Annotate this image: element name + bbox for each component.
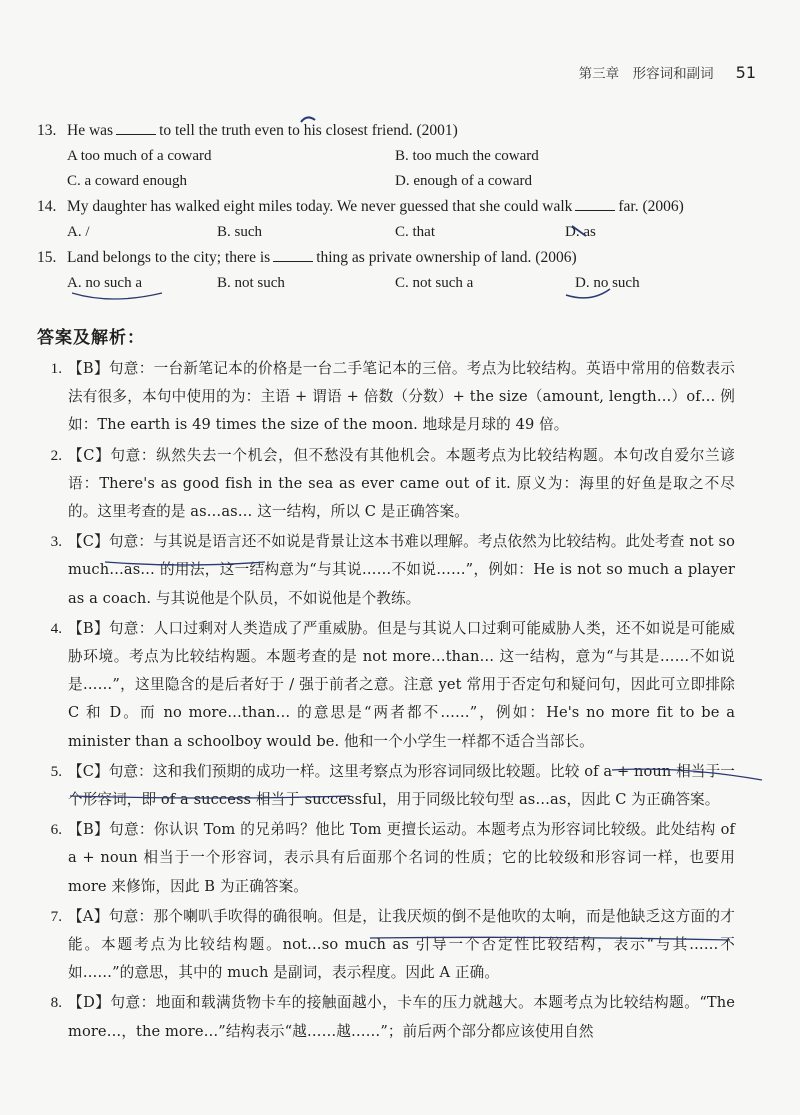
answer-blank [575,194,615,211]
answers-heading: 答案及解析： [37,328,145,348]
answer-item [35,615,735,756]
stem-before: My daughter has walked eight miles today. We never guessed that she could walk [67,198,573,215]
answer-item [35,989,735,1045]
answer-number: 3. [50,533,62,551]
question-stem [37,245,757,271]
chapter-title: 第三章 形容词和副词 [578,66,714,82]
question-15 [37,245,757,296]
options-row [37,169,757,194]
stem-before: He was [67,122,114,139]
answer-text: 【B】句意：人口过剩对人类造成了严重威胁。但是与其说人口过剩可能威胁人类，还不如说是可能威胁环境。考点为比较结构题。本题考查的是 not more…than… 这一结构，意为“与其是……不如说是……”，这里隐含的是后者好于 / 强于前者之意。注意 yet 常用于否定句和疑问句，因此可立即排除 C 和 D。而 no more…than… 的意思是“两者都不……”，例如：He's no more fit to be a minister than a schoolboy would be. 他和一个小学生一样都不适合当部长。 [68,619,735,750]
question-number: 13. [37,122,57,139]
answer-text: 【C】句意：与其说是语言还不如说是背景让这本书难以理解。考点依然为比较结构。此处考查 not so much…as… 的用法，这一结构意为“与其说……不如说……”，例如：He is not so much a player as a coach. 与其说他是个队员，不如说他是个教练。 [68,533,735,607]
page-header [579,62,756,82]
option-b: B. such [217,224,262,240]
answer-item [35,758,735,814]
options-row [37,144,757,169]
stem-after: thing as private ownership of land. (2006) [316,249,577,266]
option-b: B. too much the coward [395,148,539,164]
answer-number: 5. [50,762,62,780]
question-number: 14. [37,198,57,215]
answer-text: 【A】句意：那个喇叭手吹得的确很响。但是，让我厌烦的倒不是他吹的太响，而是他缺乏这方面的才能。本题考点为比较结构题。not…so much as 引导一个否定性比较结构，表示“与其……不如……”的意思，其中的 much 是副词，表示程度。因此 A 正确。 [68,907,735,982]
answer-number: 7. [50,907,62,925]
answer-number: 8. [50,994,62,1012]
answer-list [35,355,735,1048]
answer-blank [116,118,156,135]
question-list [37,118,757,296]
answer-item [35,903,735,988]
option-c: C. a coward enough [67,173,187,189]
stem-before: Land belongs to the city; there is [67,249,271,266]
answer-number: 2. [50,446,62,464]
answer-number: 1. [50,360,62,377]
option-a: A. no such a [67,275,142,291]
answer-item [35,355,735,440]
option-c: C. not such a [395,275,474,291]
answer-number: 4. [50,619,62,637]
question-number: 15. [37,249,57,266]
option-d: D. enough of a coward [395,173,533,189]
answer-item [35,816,735,901]
options-row [37,271,757,296]
question-stem [37,118,757,144]
page-number: 51 [735,63,756,82]
question-13 [37,118,757,194]
answer-text: 【C】句意：这和我们预期的成功一样。这里考察点为形容词同级比较题。比较 of a + noun 相当于一个形容词，即 of a success 相当于 successful，用于同级比较句型 as…as，因此 C 为正确答案。 [68,762,735,809]
stem-text [67,118,458,144]
answer-number: 6. [50,821,62,839]
option-a: A. / [67,224,90,240]
question-14 [37,194,757,245]
answer-text: 【C】句意：纵然失去一个机会，但不愁没有其他机会。本题考点为比较结构题。本句改自爱尔兰谚语：There's as good fish in the sea as ever came out of it. 原义为：海里的好鱼是取之不尽的。这里考查的是 as…as… 这一结构，所以 C 是正确答案。 [68,446,735,521]
option-d: D. as [565,224,596,240]
answer-text: 【B】句意：你认识 Tom 的兄弟吗？他比 Tom 更擅长运动。本题考点为形容词比较级。此处结构 of a + noun 相当于一个形容词，表示具有后面那个名词的性质；它的比较级和形容词一样，也要用 more 来修饰，因此 B 为正确答案。 [68,821,735,895]
question-stem [37,194,757,220]
answer-item [35,442,735,527]
stem-after: far. (2006) [618,198,684,215]
stem-text [67,245,577,271]
option-c: C. that [395,224,435,240]
answer-text: 【D】句意：地面和载满货物卡车的接触面越小，卡车的压力就越大。本题考点为比较结构题。“The more…，the more…”结构表示“越……越……”；前后两个部分都应该使用自然 [68,994,735,1040]
option-b: B. not such [217,275,285,291]
answer-text: 【B】句意：一台新笔记本的价格是一台二手笔记本的三倍。考点为比较结构。英语中常用的倍数表示法有很多，本句中使用的为：主语 + 谓语 + 倍数（分数）+ the size（amount, length…）of… 例如：The earth is 49 times the size of the moon. 地球是月球的 49 倍。 [68,360,735,434]
stem-text [67,194,684,220]
option-d: D. no such [575,275,640,291]
options-row [37,220,757,245]
option-a: A too much of a coward [67,148,212,164]
answer-blank [273,245,313,262]
answer-item [35,528,735,613]
stem-after: to tell the truth even to his closest friend. (2001) [159,122,458,139]
